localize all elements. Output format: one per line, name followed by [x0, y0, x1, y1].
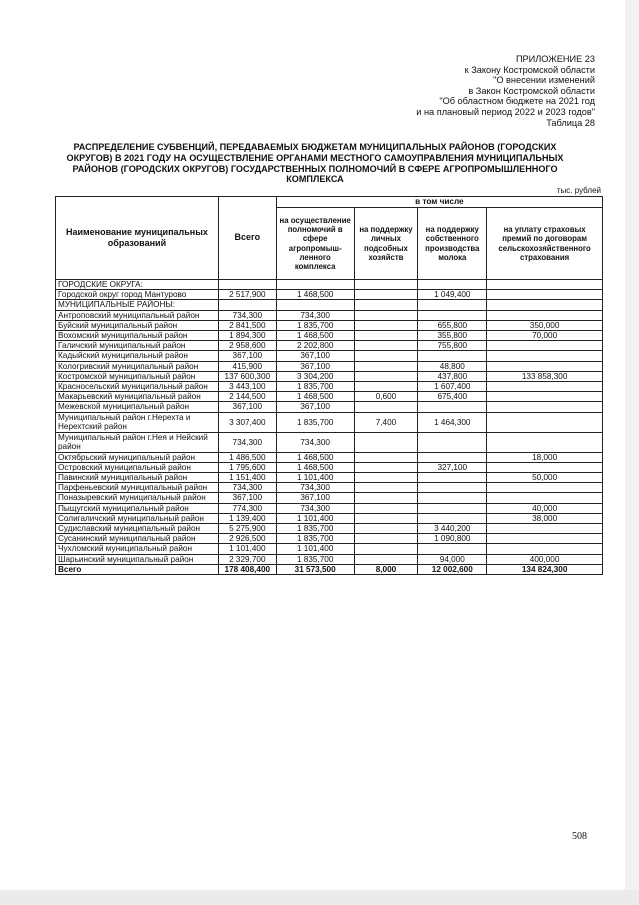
row-value-cell: 1 468,500 [276, 462, 354, 472]
row-name-cell: МУНИЦИПАЛЬНЫЕ РАЙОНЫ: [56, 300, 219, 310]
column-header-name: Наименование муниципальных образований [56, 197, 219, 280]
row-value-cell: 1 894,300 [218, 331, 276, 341]
row-value-cell: 1 090,800 [418, 534, 487, 544]
table-row [56, 534, 603, 544]
row-name-cell: Октябрьский муниципальный район [56, 452, 219, 462]
row-name-cell: Пыщугский муниципальный район [56, 503, 219, 513]
row-value-cell [354, 503, 418, 513]
row-value-cell: 1 835,700 [276, 320, 354, 330]
table-row [56, 432, 603, 452]
row-value-cell: 367,100 [276, 493, 354, 503]
row-value-cell [487, 544, 603, 554]
row-value-cell: 355,800 [418, 331, 487, 341]
row-name-cell: Солигаличский муниципальный район [56, 513, 219, 523]
row-value-cell [418, 544, 487, 554]
row-value-cell [354, 371, 418, 381]
row-name-cell: Островский муниципальный район [56, 462, 219, 472]
table-row [56, 290, 603, 300]
header-line: в Закон Костромской области [468, 85, 595, 96]
row-value-cell [354, 382, 418, 392]
row-value-cell [487, 534, 603, 544]
row-value-cell: 133 858,300 [487, 371, 603, 381]
table-row [56, 473, 603, 483]
row-value-cell [354, 280, 418, 290]
row-name-cell: Красносельский муниципальный район [56, 382, 219, 392]
row-value-cell: 1 101,400 [276, 473, 354, 483]
row-value-cell [418, 280, 487, 290]
column-header-total: Всего [218, 197, 276, 280]
row-value-cell [418, 351, 487, 361]
row-value-cell: 137 600,300 [218, 371, 276, 381]
row-value-cell [354, 300, 418, 310]
row-value-cell: 367,100 [276, 402, 354, 412]
row-value-cell [354, 341, 418, 351]
row-value-cell: 50,000 [487, 473, 603, 483]
row-name-cell: Вохомский муниципальный район [56, 331, 219, 341]
document-title: РАСПРЕДЕЛЕНИЕ СУБВЕНЦИЙ, ПЕРЕДАВАЕМЫХ БЮДЖЕТАМ МУНИЦИПАЛЬНЫХ РАЙОНОВ (ГОРОДСКИХ ОКРУГОВ) В 2021 ГОДУ НА ОСУЩЕСТВЛЕНИЕ ОРГАНАМИ МЕСТНОГО САМОУПРАВЛЕНИЯ МУНИЦИПАЛЬНЫХ РАЙОНОВ (ГОРОДСКИХ ОКРУГОВ) ГОСУДАРСТВЕННЫХ ПОЛНОМОЧИЙ В СФЕРЕ АГРОПРОМЫШЛЕННОГО КОМПЛЕКСА [66, 142, 564, 185]
row-value-cell [276, 280, 354, 290]
header-line: ПРИЛОЖЕНИЕ 23 [515, 54, 595, 64]
row-value-cell: 1 101,400 [276, 513, 354, 523]
row-value-cell: 400,000 [487, 554, 603, 564]
total-value-cell: 134 824,300 [487, 564, 603, 574]
row-value-cell [218, 300, 276, 310]
row-value-cell: 1 151,400 [218, 473, 276, 483]
row-value-cell: 3 304,200 [276, 371, 354, 381]
row-value-cell [418, 432, 487, 452]
row-value-cell: 1 468,500 [276, 392, 354, 402]
row-value-cell [354, 320, 418, 330]
appendix-header [416, 54, 595, 128]
row-value-cell: 734,300 [218, 432, 276, 452]
row-value-cell [418, 483, 487, 493]
row-name-cell: Буйский муниципальный район [56, 320, 219, 330]
row-name-cell: Чухломский муниципальный район [56, 544, 219, 554]
row-value-cell: 70,000 [487, 331, 603, 341]
row-name-cell: Макарьевский муниципальный район [56, 392, 219, 402]
row-value-cell: 437,800 [418, 371, 487, 381]
table-row [56, 361, 603, 371]
table-row [56, 513, 603, 523]
row-value-cell [354, 402, 418, 412]
row-value-cell: 1 835,700 [276, 382, 354, 392]
row-value-cell [487, 402, 603, 412]
table-row [56, 402, 603, 412]
row-value-cell [487, 493, 603, 503]
row-value-cell [354, 483, 418, 493]
row-value-cell: 94,000 [418, 554, 487, 564]
row-value-cell: 367,100 [218, 493, 276, 503]
table-header-row [56, 197, 603, 208]
row-value-cell: 1 468,500 [276, 452, 354, 462]
row-name-cell: Сусанинский муниципальный район [56, 534, 219, 544]
total-row [56, 564, 603, 574]
table-row [56, 544, 603, 554]
table-row [56, 341, 603, 351]
row-value-cell: 3 443,100 [218, 382, 276, 392]
row-name-cell: ГОРОДСКИЕ ОКРУГА: [56, 280, 219, 290]
header-line: Таблица 28 [546, 117, 595, 128]
total-value-cell: 31 573,500 [276, 564, 354, 574]
page-number: 508 [572, 831, 587, 842]
table-row [56, 462, 603, 472]
row-value-cell [354, 493, 418, 503]
row-value-cell: 1 464,300 [418, 412, 487, 432]
row-value-cell: 1 835,700 [276, 524, 354, 534]
scan-edge [0, 890, 639, 905]
column-header-insurance: на уплату страховых премий по договорам сельскохозяйственного страхования [487, 208, 603, 280]
row-value-cell [418, 473, 487, 483]
table-row [56, 524, 603, 534]
row-value-cell: 734,300 [276, 432, 354, 452]
row-value-cell [418, 300, 487, 310]
table-row [56, 452, 603, 462]
row-value-cell: 367,100 [276, 361, 354, 371]
row-value-cell: 1 835,700 [276, 412, 354, 432]
row-value-cell [487, 524, 603, 534]
row-value-cell: 2 144,500 [218, 392, 276, 402]
row-value-cell [354, 544, 418, 554]
column-header-agro: на осуществление полномочий в сфере агропромыш-ленного комплекса [276, 208, 354, 280]
row-value-cell: 327,100 [418, 462, 487, 472]
row-value-cell: 734,300 [218, 483, 276, 493]
row-value-cell: 2 517,900 [218, 290, 276, 300]
table-row [56, 382, 603, 392]
row-value-cell [354, 310, 418, 320]
row-value-cell [487, 310, 603, 320]
row-value-cell: 1 139,400 [218, 513, 276, 523]
row-value-cell: 415,900 [218, 361, 276, 371]
row-value-cell: 1 607,400 [418, 382, 487, 392]
total-value-cell: 8,000 [354, 564, 418, 574]
row-value-cell: 48,800 [418, 361, 487, 371]
row-value-cell [487, 392, 603, 402]
row-value-cell [354, 473, 418, 483]
total-value-cell: 12 002,600 [418, 564, 487, 574]
row-value-cell: 367,100 [218, 351, 276, 361]
row-name-cell: Кологривский муниципальный район [56, 361, 219, 371]
table-row [56, 483, 603, 493]
row-value-cell: 734,300 [276, 483, 354, 493]
header-line: "О внесении изменений [493, 75, 595, 86]
table-row [56, 331, 603, 341]
row-value-cell [418, 513, 487, 523]
row-value-cell: 655,800 [418, 320, 487, 330]
table-row [56, 412, 603, 432]
row-value-cell [354, 554, 418, 564]
row-name-cell: Парфеньевский муниципальный район [56, 483, 219, 493]
row-name-cell: Городской округ город Мантурово [56, 290, 219, 300]
row-value-cell [354, 351, 418, 361]
table-row [56, 300, 603, 310]
row-name-cell: Муниципальный район г.Нея и Нейский район [56, 432, 219, 452]
header-line: "Об областном бюджете на 2021 год [439, 96, 595, 107]
row-value-cell: 7,400 [354, 412, 418, 432]
row-value-cell: 1 468,500 [276, 331, 354, 341]
row-value-cell: 1 468,500 [276, 290, 354, 300]
row-value-cell: 3 440,200 [418, 524, 487, 534]
row-value-cell: 1 835,700 [276, 554, 354, 564]
row-value-cell: 734,300 [276, 310, 354, 320]
row-value-cell [354, 331, 418, 341]
total-value-cell: 178 408,400 [218, 564, 276, 574]
table-row [56, 351, 603, 361]
row-value-cell: 5 275,900 [218, 524, 276, 534]
row-value-cell: 2 926,500 [218, 534, 276, 544]
table-body [56, 280, 603, 575]
table-row [56, 554, 603, 564]
row-value-cell [354, 462, 418, 472]
row-name-cell: Межевской муниципальный район [56, 402, 219, 412]
units-label: тыс. рублей [556, 186, 601, 195]
row-value-cell [487, 432, 603, 452]
row-name-cell: Судиславский муниципальный район [56, 524, 219, 534]
row-value-cell: 755,800 [418, 341, 487, 351]
row-value-cell [487, 462, 603, 472]
row-value-cell: 1 049,400 [418, 290, 487, 300]
row-value-cell: 2 329,700 [218, 554, 276, 564]
row-value-cell [418, 493, 487, 503]
row-value-cell [418, 503, 487, 513]
row-value-cell [487, 300, 603, 310]
column-header-milk: на поддержку собственного производства молока [418, 208, 487, 280]
column-header-group: в том числе [276, 197, 602, 208]
row-value-cell [487, 412, 603, 432]
row-value-cell: 367,100 [218, 402, 276, 412]
row-value-cell: 2 841,500 [218, 320, 276, 330]
table-row [56, 392, 603, 402]
row-value-cell: 38,000 [487, 513, 603, 523]
row-name-cell: Антроповский муниципальный район [56, 310, 219, 320]
row-name-cell: Кадыйский муниципальный район [56, 351, 219, 361]
column-header-personal-farms: на поддержку личных подсобных хозяйств [354, 208, 418, 280]
row-value-cell [354, 290, 418, 300]
table-row [56, 371, 603, 381]
row-value-cell: 18,000 [487, 452, 603, 462]
header-line: и на плановый период 2022 и 2023 годов" [416, 106, 595, 117]
row-value-cell: 2 202,800 [276, 341, 354, 351]
row-name-cell: Поназыревский муниципальный район [56, 493, 219, 503]
table-row [56, 493, 603, 503]
scan-margin [625, 0, 639, 905]
row-value-cell [354, 524, 418, 534]
row-value-cell: 734,300 [276, 503, 354, 513]
row-value-cell [418, 310, 487, 320]
total-label-cell: Всего [56, 564, 219, 574]
row-value-cell: 0,600 [354, 392, 418, 402]
row-value-cell [487, 290, 603, 300]
row-value-cell [354, 452, 418, 462]
row-value-cell: 734,300 [218, 310, 276, 320]
row-value-cell: 350,000 [487, 320, 603, 330]
row-value-cell [218, 280, 276, 290]
row-value-cell: 2 958,600 [218, 341, 276, 351]
row-name-cell: Шарьинский муниципальный район [56, 554, 219, 564]
row-name-cell: Муниципальный район г.Нерехта и Нерехтский район [56, 412, 219, 432]
row-value-cell [354, 432, 418, 452]
table-row [56, 310, 603, 320]
row-value-cell [487, 280, 603, 290]
row-value-cell [354, 361, 418, 371]
table-row [56, 280, 603, 290]
row-value-cell [487, 382, 603, 392]
row-value-cell [487, 361, 603, 371]
row-name-cell: Павинский муниципальный район [56, 473, 219, 483]
subvention-table [55, 196, 603, 575]
table-row [56, 320, 603, 330]
row-value-cell [487, 351, 603, 361]
row-value-cell: 40,000 [487, 503, 603, 513]
row-value-cell: 1 835,700 [276, 534, 354, 544]
table-row [56, 503, 603, 513]
row-value-cell: 1 101,400 [276, 544, 354, 554]
header-line: к Закону Костромской области [464, 64, 595, 75]
row-value-cell: 675,400 [418, 392, 487, 402]
row-value-cell: 3 307,400 [218, 412, 276, 432]
row-value-cell: 1 101,400 [218, 544, 276, 554]
row-name-cell: Костромской муниципальный район [56, 371, 219, 381]
row-value-cell [487, 341, 603, 351]
row-name-cell: Галичский муниципальный район [56, 341, 219, 351]
row-value-cell [354, 534, 418, 544]
row-value-cell: 1 795,600 [218, 462, 276, 472]
row-value-cell [354, 513, 418, 523]
row-value-cell [418, 452, 487, 462]
row-value-cell [418, 402, 487, 412]
row-value-cell [276, 300, 354, 310]
row-value-cell: 774,300 [218, 503, 276, 513]
row-value-cell: 367,100 [276, 351, 354, 361]
row-value-cell: 1 486,500 [218, 452, 276, 462]
row-value-cell [487, 483, 603, 493]
